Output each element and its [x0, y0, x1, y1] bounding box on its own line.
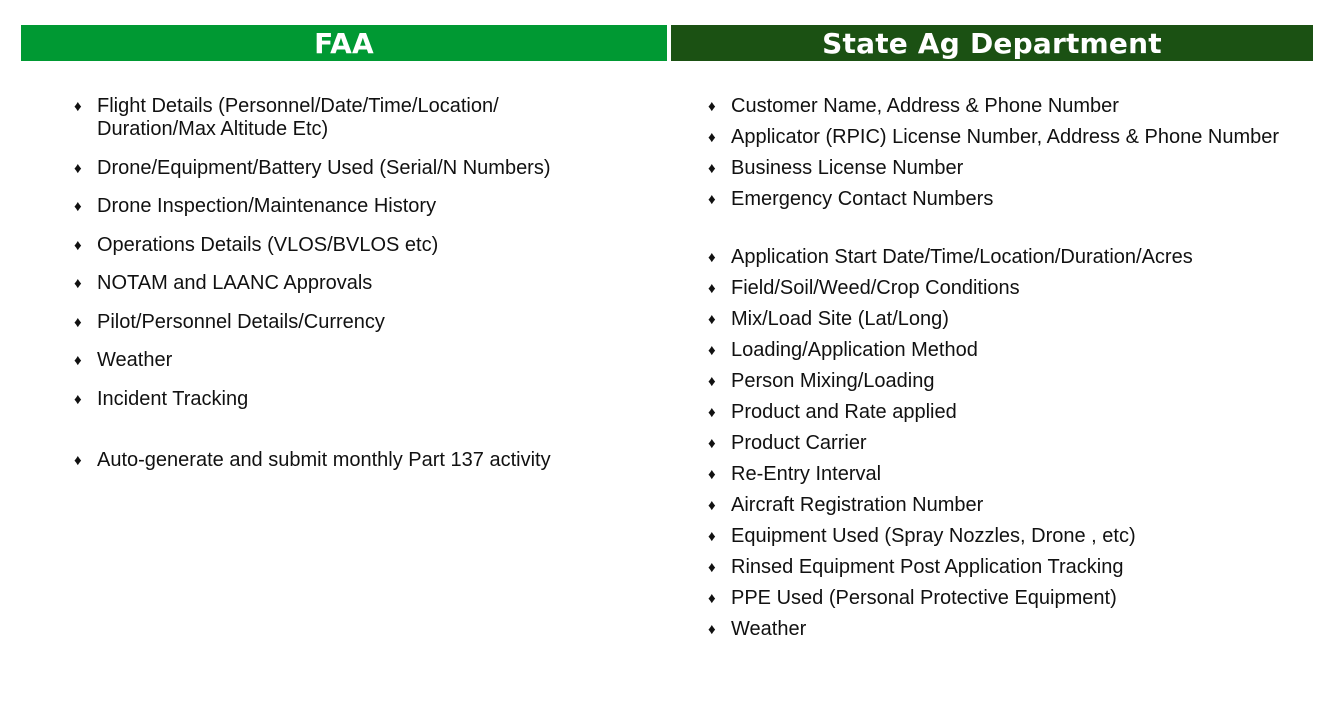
list-item	[708, 587, 1328, 610]
list-item-text: Customer Name, Address & Phone Number	[731, 95, 1119, 117]
faa-requirements-list	[74, 95, 614, 487]
list-item	[74, 272, 614, 295]
diamond-bullet-icon: ♦	[74, 275, 82, 292]
list-item	[74, 234, 614, 257]
diamond-bullet-icon: ♦	[708, 528, 716, 545]
list-item	[708, 126, 1328, 149]
diamond-bullet-icon: ♦	[708, 590, 716, 607]
list-item-text: Drone/Equipment/Battery Used (Serial/N Numbers)	[97, 156, 551, 179]
diamond-bullet-icon: ♦	[74, 451, 82, 469]
list-item	[708, 246, 1328, 269]
list-item	[74, 157, 614, 180]
list-item	[708, 157, 1328, 180]
state-ag-requirements-list	[708, 95, 1328, 649]
list-item	[708, 95, 1328, 118]
list-item-text: Applicator (RPIC) License Number, Address & Phone Number	[731, 126, 1280, 148]
list-item	[74, 95, 614, 141]
list-item	[708, 494, 1328, 517]
diamond-bullet-icon: ♦	[708, 559, 716, 576]
diamond-bullet-icon: ♦	[708, 466, 716, 483]
diamond-bullet-icon: ♦	[708, 497, 716, 514]
list-item-text: Drone Inspection/Maintenance History	[97, 195, 437, 217]
list-item	[708, 277, 1328, 300]
diamond-bullet-icon: ♦	[708, 160, 716, 177]
diamond-bullet-icon: ♦	[708, 311, 716, 328]
list-item-text: Business License Number	[731, 157, 964, 179]
list-item-text: Loading/Application Method	[731, 339, 978, 361]
list-item	[74, 311, 614, 334]
list-item-text: Equipment Used (Spray Nozzles, Drone , etc)	[731, 525, 1136, 547]
list-item-text: NOTAM and LAANC Approvals	[97, 272, 373, 294]
list-item	[74, 195, 614, 218]
diamond-bullet-icon: ♦	[708, 280, 716, 297]
list-item-text: Auto-generate and submit monthly Part 137 activity	[97, 448, 551, 471]
list-item	[708, 432, 1328, 455]
diamond-bullet-icon: ♦	[708, 249, 716, 266]
list-item-text: Flight Details (Personnel/Date/Time/Location/ Duration/Max Altitude Etc)	[97, 95, 499, 140]
diamond-bullet-icon: ♦	[708, 129, 716, 146]
state-ag-header-title: State Ag Department	[822, 26, 1162, 60]
list-item	[708, 463, 1328, 486]
list-item-text: Weather	[731, 618, 807, 640]
list-item-text: Re-Entry Interval	[731, 463, 882, 485]
list-item-text: Mix/Load Site (Lat/Long)	[731, 308, 949, 330]
list-item	[708, 339, 1328, 362]
diamond-bullet-icon: ♦	[708, 435, 716, 452]
list-item-text: Product Carrier	[731, 432, 867, 454]
list-item	[708, 188, 1328, 211]
list-item	[74, 388, 614, 411]
list-item	[74, 449, 614, 472]
list-item-text: PPE Used (Personal Protective Equipment)	[731, 587, 1117, 609]
list-item-text: Emergency Contact Numbers	[731, 188, 994, 210]
list-item-text: Incident Tracking	[97, 387, 249, 410]
diamond-bullet-icon: ♦	[74, 236, 82, 254]
list-item	[708, 401, 1328, 424]
diamond-bullet-icon: ♦	[708, 342, 716, 359]
list-item	[708, 556, 1328, 579]
list-item-text: Weather	[97, 349, 173, 371]
diamond-bullet-icon: ♦	[708, 98, 716, 115]
list-item-text: Pilot/Personnel Details/Currency	[97, 310, 385, 333]
state-ag-header	[671, 25, 1313, 61]
list-item	[74, 349, 614, 372]
diamond-bullet-icon: ♦	[708, 373, 716, 390]
diamond-bullet-icon: ♦	[74, 98, 82, 115]
list-item-text: Product and Rate applied	[731, 401, 957, 423]
list-item-text: Rinsed Equipment Post Application Tracking	[731, 556, 1124, 578]
diamond-bullet-icon: ♦	[74, 313, 82, 331]
list-item-text: Application Start Date/Time/Location/Duration/Acres	[731, 246, 1193, 268]
diamond-bullet-icon: ♦	[74, 352, 82, 369]
list-item-text: Person Mixing/Loading	[731, 370, 935, 392]
diamond-bullet-icon: ♦	[74, 198, 82, 215]
list-item	[708, 370, 1328, 393]
diamond-bullet-icon: ♦	[708, 621, 716, 638]
list-item-text: Aircraft Registration Number	[731, 494, 984, 516]
list-item	[708, 308, 1328, 331]
faa-header	[21, 25, 667, 61]
list-item-text: Operations Details (VLOS/BVLOS etc)	[97, 233, 439, 256]
diamond-bullet-icon: ♦	[74, 390, 82, 408]
list-item	[708, 525, 1328, 548]
diamond-bullet-icon: ♦	[708, 404, 716, 421]
diamond-bullet-icon: ♦	[74, 159, 82, 177]
faa-header-title: FAA	[314, 26, 374, 60]
list-item	[708, 618, 1328, 641]
diamond-bullet-icon: ♦	[708, 191, 716, 208]
list-item-text: Field/Soil/Weed/Crop Conditions	[731, 277, 1020, 299]
